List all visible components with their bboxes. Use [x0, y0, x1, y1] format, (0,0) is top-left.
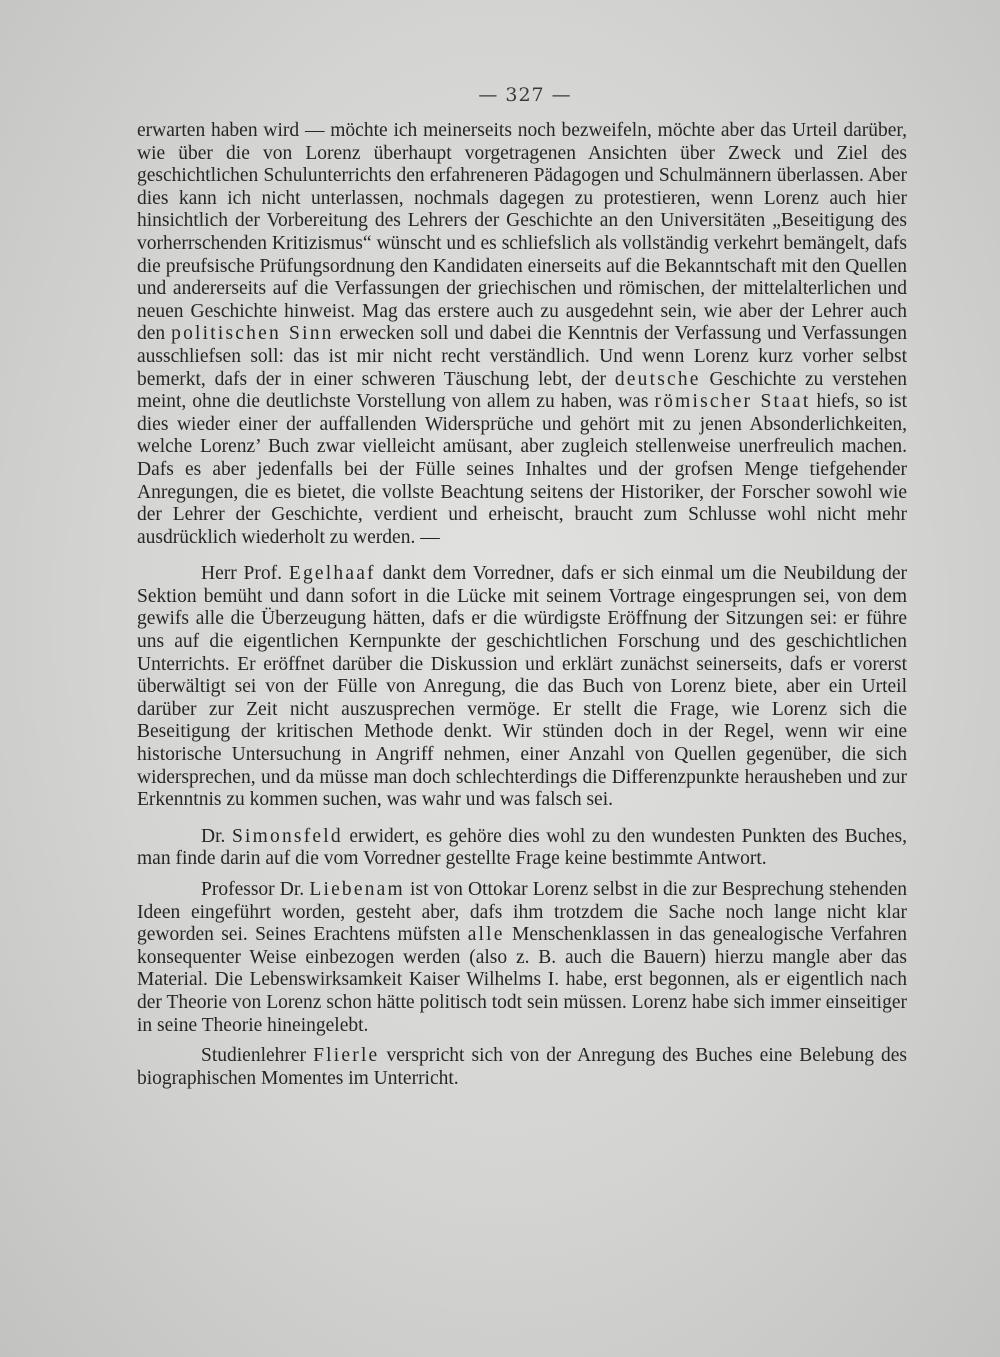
text-run: erwarten haben wird — möchte ich meinerseits noch bezweifeln, möchte aber das Urteil darüber, wie über die von Lorenz überhaupt vorgetragenen Ansichten über Zweck und Ziel des geschichtlichen Schulunterrichts den erfahreneren Pädagogen und Schulmännern überlassen. Aber dies kann ich nicht unterlassen, nochmals dagegen zu protestieren, wenn Lorenz auch hier hinsichtlich der Vorbereitung des Lehrers der Geschichte an den Universitäten „Beseitigung des vorherrschenden Kritizismus“ wünscht und es schliefslich als vollständig verkehrt bemängelt, dafs die preufsische Prüfungsordnung den Kandidaten einerseits auf die Bekanntschaft mit den Quellen und andererseits auf die Verfassungen der griechischen und römischen, der mittelalterlichen und neuen Geschichte hinweist. Mag das erstere auch zu ausgedehnt sein, wie aber der Lehrer auch den: [137, 120, 907, 345]
text-run: hiefs, so ist dies wieder einer der auffallenden Widersprüche und gehört mit zu jenen Absonderlichkeiten, welche Lorenz’ Buch zwar vielleicht amüsant, aber zugleich stellenweise unerfreulich machen. Dafs es aber jedenfalls bei der Fülle seines Inhaltes und der grofsen Menge tiefgehender Anregungen, die es bietet, die vollste Beachtung seitens der Historiker, der Forscher sowohl wie der Lehrer der Geschichte, verdient und erheischt, braucht zum Schlusse wohl nicht mehr ausdrücklich wiederholt zu werden. —: [137, 391, 907, 548]
paragraph-lorenz-critique: [137, 120, 907, 549]
text-run: Menschenklassen in das genealogische Verfahren konsequenter Weise einbezogen werden (also z. B. auch die Bauern) hierzu mangle aber das Material. Die Lebenswirksamkeit Kaiser Wilhelms I. habe, erst begonnen, als er eigentlich nach der Theorie von Lorenz schon hätte politisch todt sein müssen. Lorenz habe sich immer einseitiger in seine Theorie hineingelebt.: [137, 924, 907, 1036]
emphasized-text: alle: [467, 924, 505, 946]
paragraph-flierle: [137, 1045, 907, 1090]
text-run: erwecken soll und dabei die Kenntnis der Verfassung und Verfassungen ausschliefsen soll: das ist mir nicht recht verständlich. Und wenn Lorenz kurz vorher selbst bemerkt, dafs der in einer schweren Täuschung lebt, der: [137, 323, 907, 390]
speaker-name: Liebenam: [309, 879, 405, 900]
emphasized-text: politischen Sinn: [171, 323, 334, 345]
text-run: Dr.: [201, 825, 232, 847]
paragraph-egelhaaf: [137, 563, 907, 812]
emphasized-text: römischer Staat: [654, 391, 811, 413]
text-run: erwidert, es gehöre dies wohl zu den wundesten Punkten des Buches, man finde darin auf die vom Vorredner gestellte Frage keine bestimmte Antwort.: [137, 825, 907, 870]
speaker-name: Egelhaaf: [288, 563, 376, 585]
page-number: — 327 —: [478, 84, 572, 106]
paragraph-simonsfeld: [137, 826, 907, 871]
text-run: Herr Prof.: [201, 563, 289, 585]
text-run: verspricht sich von der Anregung des Buches eine Belebung des biographischen Momentes im Unterricht.: [137, 1045, 907, 1089]
text-run: Professor Dr.: [201, 879, 310, 900]
paragraph-liebenam: [137, 879, 907, 1037]
body-text: [137, 120, 907, 1090]
text-run: dankt dem Vorredner, dafs er sich einmal um die Neubildung der Sektion bemüht und dann sofort in die Lücke mit seinem Vortrage eingesprungen sei, von dem gewifs alle die Überzeugung hätten, dafs er die würdigste Eröffnung der Sitzungen sei: er führe uns auf die eigentlichen Kernpunkte der geschichtlichen Forschung und des geschichtlichen Unterrichts. Er eröffnet darüber die Diskussion und erklärt zunächst seinerseits, dafs er vorerst überwältigt sei von der Fülle von Anregung, die das Buch von Lorenz biete, aber ein Urteil darüber zur Zeit nicht auszusprechen vermöge. Er stellt die Frage, wie Lorenz sich die Beseitigung der kritischen Methode denkt. Wir stünden doch in der Regel, wenn wir eine historische Untersuchung in Angriff nehmen, einer Anzahl von Quellen gegenüber, die sich widersprechen, und da müsse man doch schlechterdings die Differenzpunkte herausheben und zur Erkenntnis zu kommen suchen, was wahr und was falsch sei.: [137, 563, 907, 811]
speaker-name: Flierle: [313, 1045, 380, 1067]
emphasized-text: deutsche: [614, 368, 701, 390]
text-run: Geschichte zu verstehen meint, ohne die deutlichste Vorstellung von allem zu haben, was: [137, 368, 907, 413]
speaker-name: Simonsfeld: [231, 825, 343, 847]
text-run: ist von Ottokar Lorenz selbst in die zur Besprechung stehenden Ideen eingeführt worden, gesteht aber, dafs ihm trotzdem die Sache noch lange nicht klar geworden sei. Seines Erachtens müfsten: [137, 879, 907, 946]
text-run: Studienlehrer: [201, 1045, 314, 1067]
